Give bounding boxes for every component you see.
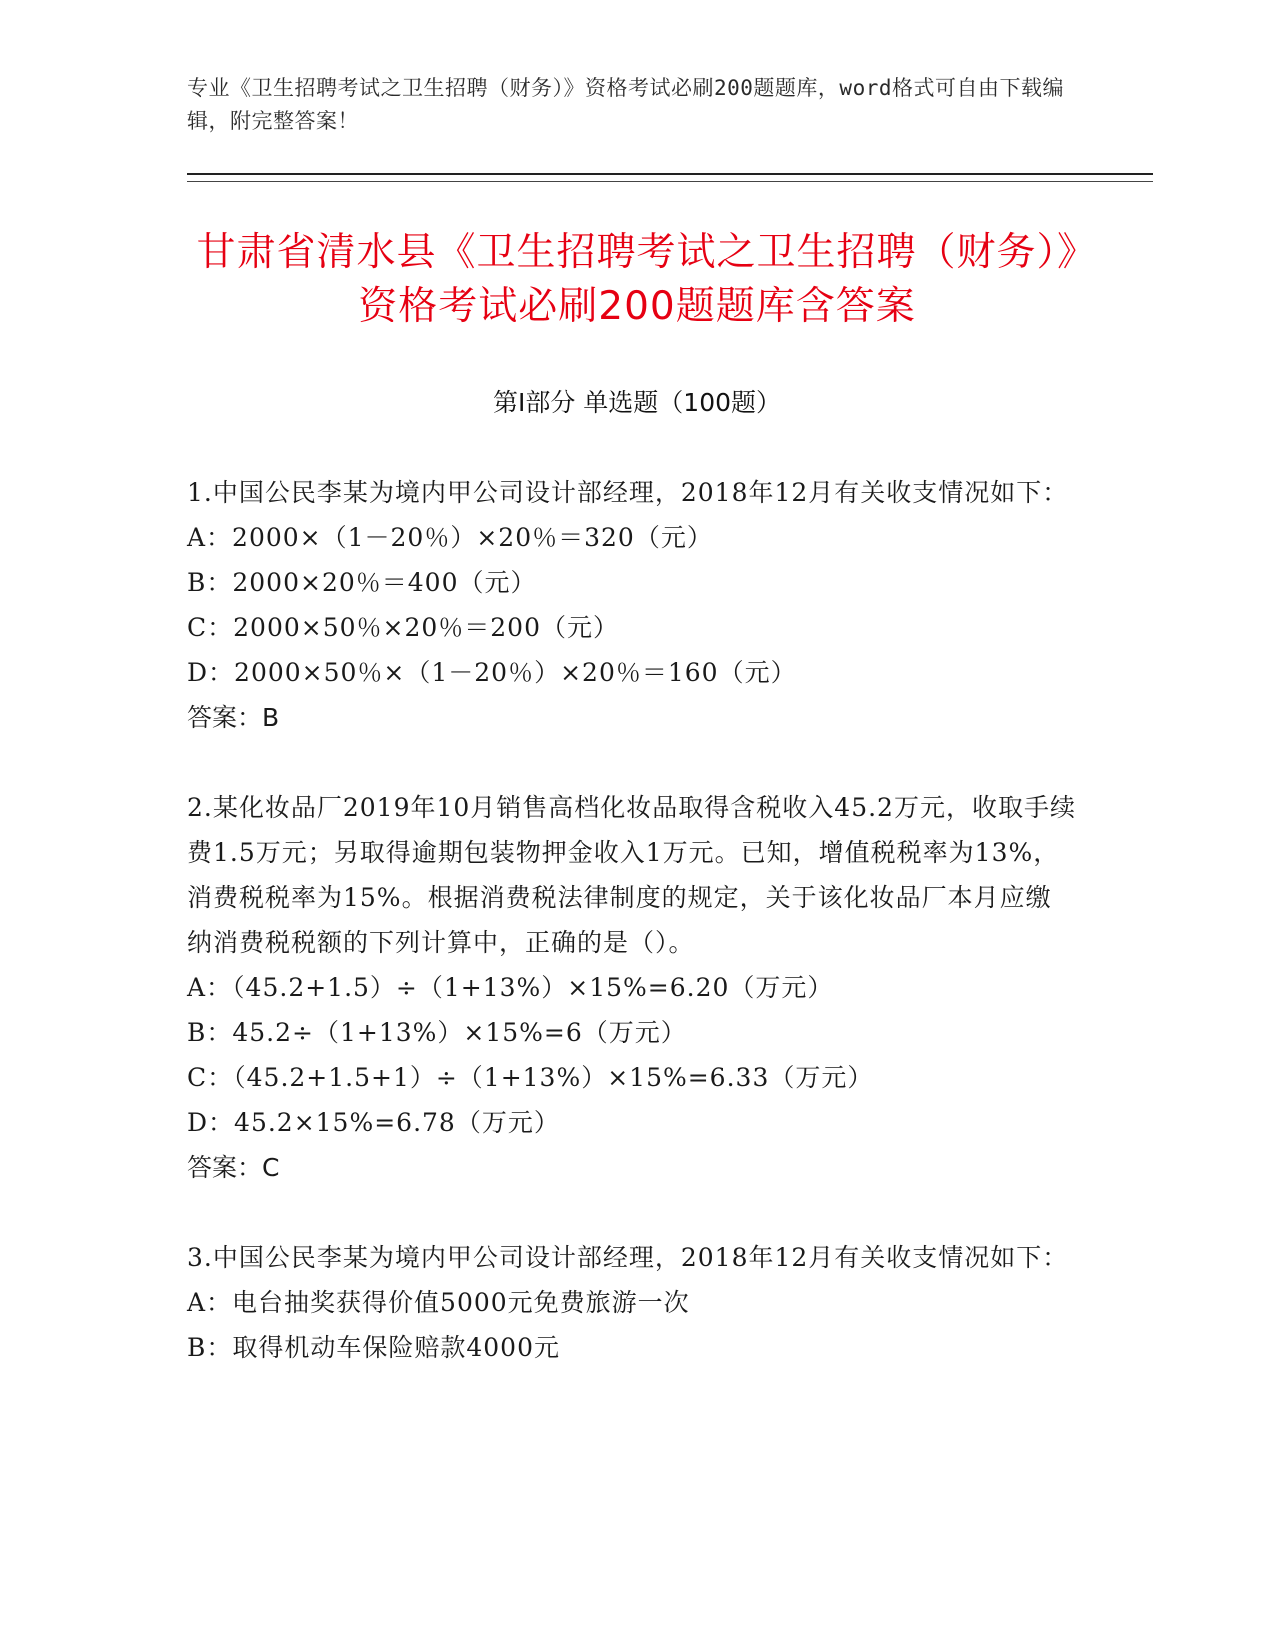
option-a: A：电台抽奖获得价值5000元免费旅游一次 [187, 1288, 690, 1317]
header-divider-thick [187, 173, 1153, 175]
option-b: B：45.2÷（1+13%）×15%=6（万元） [187, 1018, 687, 1047]
question-stem: 3.中国公民李某为境内甲公司设计部经理，2018年12月有关收支情况如下： [187, 1243, 1069, 1272]
question-stem: 2.某化妆品厂2019年10月销售高档化妆品取得含税收入45.2万元，收取手续费1.5万元；另取得逾期包装物押金收入1万元。已知，增值税税率为13%，消费税税率为15%。根据消费税法律制度的规定，关于该化妆品厂本月应缴纳消费税税额的下列计算中，正确的是（）。 [187, 793, 1076, 957]
option-c: C：（45.2+1.5+1）÷（1+13%）×15%=6.33（万元） [187, 1063, 874, 1092]
option-a: A：（45.2+1.5）÷（1+13%）×15%=6.20（万元） [187, 973, 834, 1002]
option-d: D：45.2×15%=6.78（万元） [187, 1108, 560, 1137]
question-list [187, 470, 1077, 1415]
question-1 [187, 470, 1077, 740]
answer-line: 答案：C [187, 1153, 280, 1182]
option-d: D：2000×50％×（1－20％）×20％＝160（元） [187, 658, 797, 687]
question-2 [187, 785, 1077, 1190]
question-3 [187, 1235, 1077, 1370]
option-a: A：2000×（1－20％）×20％＝320（元） [187, 523, 713, 552]
option-b: B：2000×20％＝400（元） [187, 568, 537, 597]
header-divider-thin [187, 181, 1153, 182]
option-b: B：取得机动车保险赔款4000元 [187, 1333, 560, 1362]
answer-line: 答案：B [187, 703, 280, 732]
section-title: 第I部分 单选题（100题） [492, 388, 782, 417]
document-title: 甘肃省清水县《卫生招聘考试之卫生招聘（财务）》资格考试必刷200题题库含答案 [196, 230, 1078, 329]
question-stem: 1.中国公民李某为境内甲公司设计部经理，2018年12月有关收支情况如下： [187, 478, 1069, 507]
header-note: 专业《卫生招聘考试之卫生招聘（财务）》资格考试必刷200题题库，word格式可自由下载编辑，附完整答案！ [187, 76, 1064, 133]
option-c: C：2000×50％×20％＝200（元） [187, 613, 619, 642]
